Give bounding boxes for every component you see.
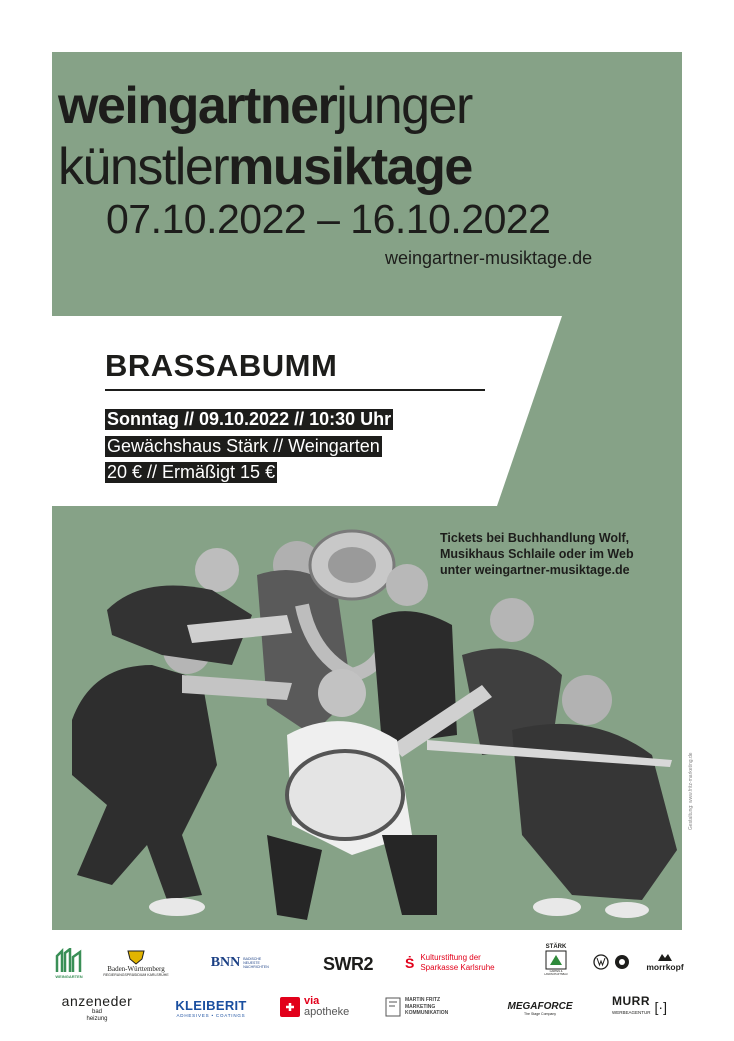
logo-swr2 xyxy=(312,952,384,976)
staerk-box-icon xyxy=(545,950,567,970)
bw-label: Baden-Württemberg xyxy=(107,965,165,973)
festival-website: weingartner-musiktage.de xyxy=(385,248,593,268)
kultur-line2: Sparkasse Karlsruhe xyxy=(420,963,495,972)
anzeneder-label: anzeneder xyxy=(61,993,133,1009)
ticket-line1: Tickets bei Buchhandlung Wolf, xyxy=(440,531,630,545)
divider-line xyxy=(105,389,485,391)
logo-murr xyxy=(612,994,687,1020)
title-kuenstler: künstler xyxy=(58,138,229,196)
logo-weingarten xyxy=(52,945,86,981)
logo-kulturstiftung xyxy=(405,948,530,978)
via-label: via xyxy=(304,995,320,1007)
anzeneder-sub1: bad xyxy=(91,1009,102,1015)
logo-morrkopf xyxy=(640,948,690,976)
festival-title-line2 xyxy=(58,139,658,195)
event-name: BRASSABUMM xyxy=(105,348,338,383)
staerk-sub: GARTEN & LANDSCHAFTSBAU xyxy=(544,970,568,976)
megaforce-sub: The Stage Company xyxy=(523,1011,557,1016)
swr2-label: SWR2 xyxy=(322,953,373,974)
weingarten-label: WEINGARTEN xyxy=(55,973,83,979)
logo-vw xyxy=(592,953,610,971)
murr-sub: WERBEAGENTUR xyxy=(612,1010,651,1015)
event-datetime: Sonntag // 09.10.2022 // 10:30 Uhr xyxy=(107,409,392,429)
ticket-line2: Musikhaus Schlaile oder im Web xyxy=(440,547,634,561)
logo-staerk xyxy=(538,941,574,979)
via-apotheke-icon xyxy=(280,997,300,1017)
title-weingartner: weingartner xyxy=(58,77,337,135)
fritz-emblem-icon xyxy=(385,997,401,1017)
apotheke-label: apotheke xyxy=(304,1006,350,1018)
logo-baden-wuerttemberg xyxy=(100,945,172,981)
kleiberit-sub: ADHESIVES • COATINGS xyxy=(176,1013,246,1018)
weingarten-crest-icon xyxy=(54,948,84,974)
morrkopf-head-icon xyxy=(656,952,674,962)
bnn-label: BNN xyxy=(210,955,241,970)
title-junger: junger xyxy=(336,77,472,135)
murr-bracket-icon: [·] xyxy=(654,999,667,1015)
logo-bnn xyxy=(193,950,293,976)
sparkasse-icon: Ṡ xyxy=(405,955,415,971)
ticket-info xyxy=(440,530,680,578)
fritz-line2: MARKETING xyxy=(405,1003,436,1010)
logo-megaforce xyxy=(495,998,585,1018)
event-price: 20 € // Ermäßigt 15 € xyxy=(107,462,276,482)
logo-via-apotheke xyxy=(280,993,355,1021)
morrkopf-label: morrkopf xyxy=(646,962,684,972)
logo-martin-fritz xyxy=(385,993,470,1021)
ticket-line3: unter weingartner-musiktage.de xyxy=(440,563,630,577)
kleiberit-label: KLEIBERIT xyxy=(175,998,247,1013)
anzeneder-sub2: heizung xyxy=(86,1016,108,1022)
fritz-line3: KOMMUNIKATION xyxy=(405,1010,449,1017)
skoda-icon xyxy=(614,954,630,970)
event-venue: Gewächshaus Stärk // Weingarten xyxy=(107,436,380,456)
bw-crest-icon xyxy=(127,949,145,965)
logo-kleiberit xyxy=(167,993,255,1023)
bnn-sub: BADISCHE NEUESTE NACHRICHTEN xyxy=(243,957,269,969)
kultur-line1: Kulturstiftung der xyxy=(420,953,481,962)
title-musiktage: musiktage xyxy=(228,138,472,196)
murr-label: MURR xyxy=(612,994,650,1008)
festival-title-line1 xyxy=(58,78,658,134)
vw-icon xyxy=(593,954,609,970)
staerk-label: STÄRK xyxy=(545,944,567,950)
megaforce-label: MEGAFORCE xyxy=(507,1000,573,1012)
logo-anzeneder xyxy=(52,990,142,1026)
festival-dates: 07.10.2022 – 16.10.2022 xyxy=(106,196,551,242)
logo-skoda xyxy=(613,953,631,971)
design-credit: Gestaltung: www.fritz-marketing.de xyxy=(688,752,694,830)
fritz-line1: MARTIN FRITZ xyxy=(405,997,440,1004)
bw-sub: REGIERUNGSPRÄSIDIUM KARLSRUHE xyxy=(103,973,169,977)
